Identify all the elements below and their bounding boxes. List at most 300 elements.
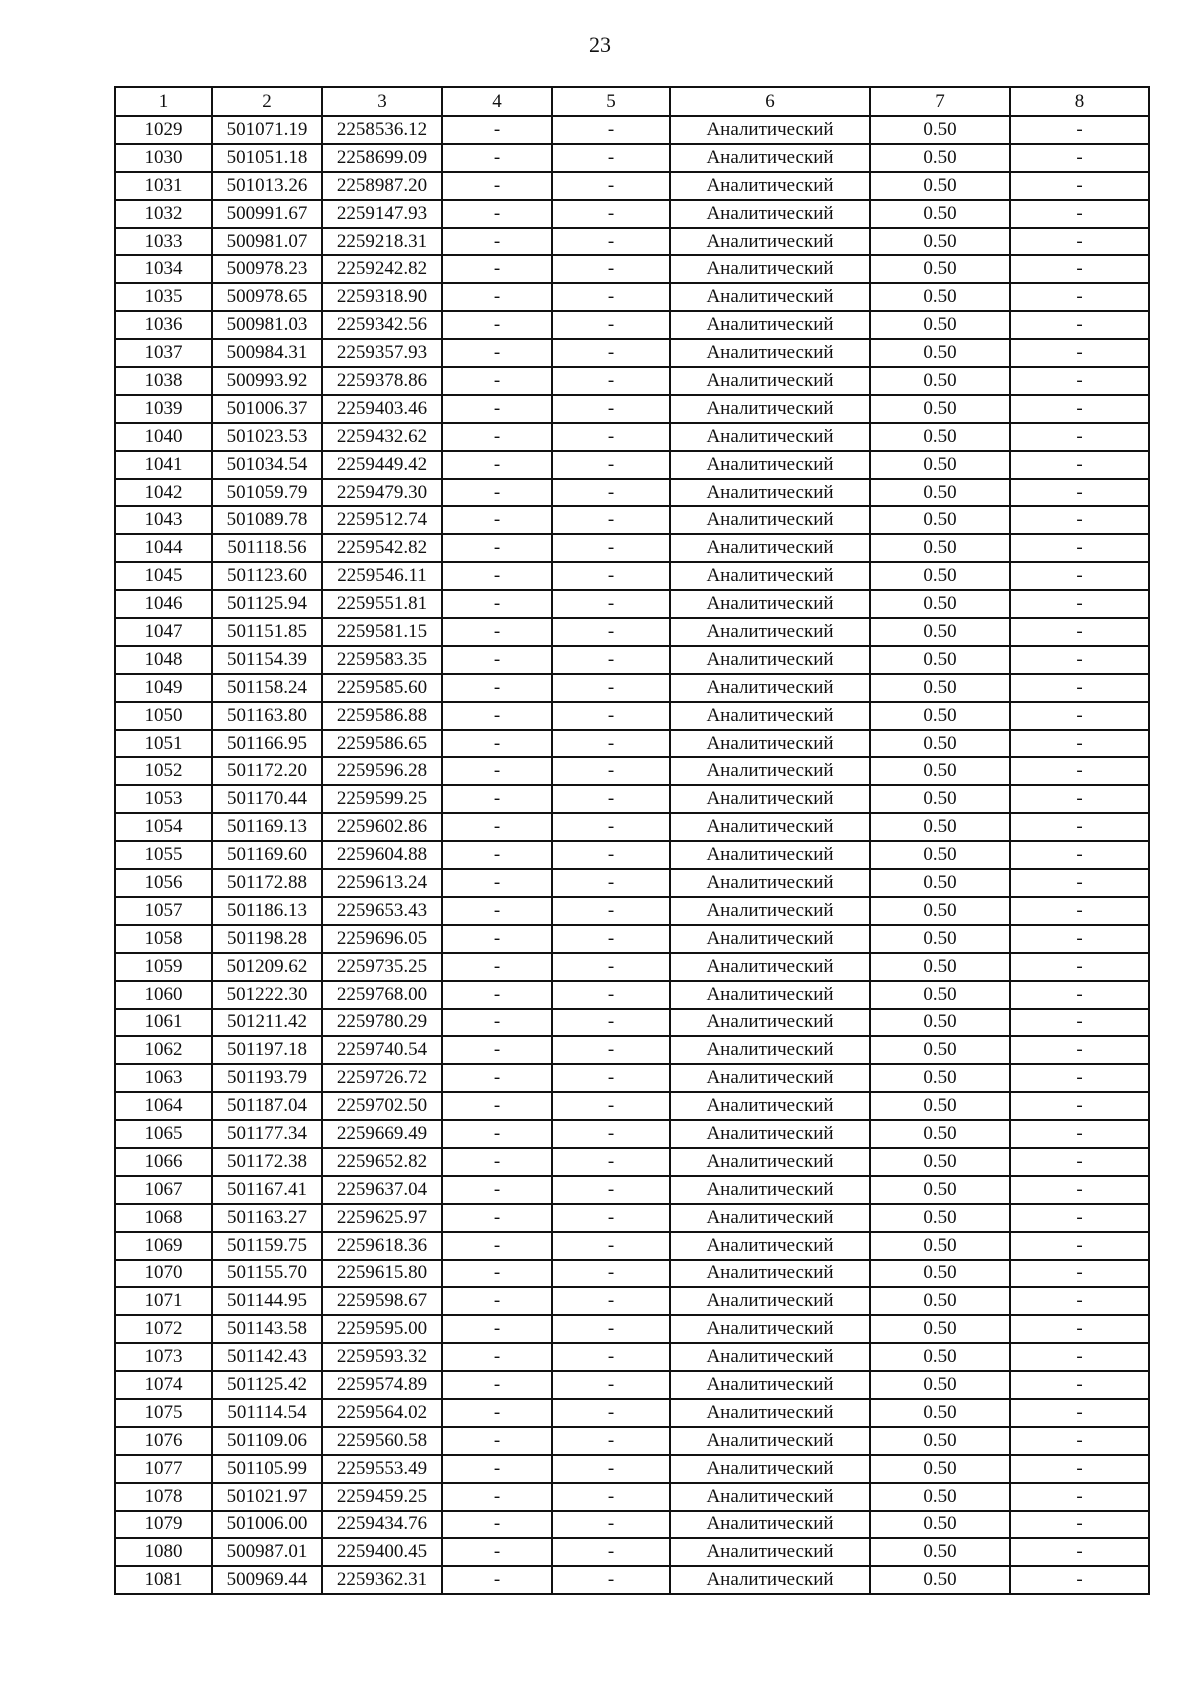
method-cell: Аналитический — [670, 897, 870, 925]
table-row — [115, 200, 1149, 228]
column-header: 1 — [115, 87, 212, 116]
method-cell: Аналитический — [670, 339, 870, 367]
accuracy-cell: 0.50 — [870, 925, 1010, 953]
column-4-cell: - — [442, 1538, 552, 1566]
column-5-cell: - — [552, 1427, 670, 1455]
column-header: 8 — [1010, 87, 1149, 116]
column-8-cell: - — [1010, 255, 1149, 283]
method-cell: Аналитический — [670, 311, 870, 339]
column-5-cell: - — [552, 367, 670, 395]
point-number-cell: 1054 — [115, 813, 212, 841]
column-8-cell: - — [1010, 869, 1149, 897]
column-4-cell: - — [442, 925, 552, 953]
method-cell: Аналитический — [670, 1176, 870, 1204]
accuracy-cell: 0.50 — [870, 1009, 1010, 1037]
column-5-cell: - — [552, 1399, 670, 1427]
y-coordinate-cell: 2259512.74 — [322, 506, 442, 534]
column-4-cell: - — [442, 1036, 552, 1064]
y-coordinate-cell: 2259432.62 — [322, 423, 442, 451]
column-5-cell: - — [552, 1092, 670, 1120]
x-coordinate-cell: 500987.01 — [212, 1538, 322, 1566]
x-coordinate-cell: 501105.99 — [212, 1455, 322, 1483]
column-5-cell: - — [552, 646, 670, 674]
column-5-cell: - — [552, 311, 670, 339]
x-coordinate-cell: 501169.60 — [212, 841, 322, 869]
column-4-cell: - — [442, 144, 552, 172]
x-coordinate-cell: 501197.18 — [212, 1036, 322, 1064]
point-number-cell: 1057 — [115, 897, 212, 925]
point-number-cell: 1053 — [115, 785, 212, 813]
column-8-cell: - — [1010, 646, 1149, 674]
y-coordinate-cell: 2259780.29 — [322, 1009, 442, 1037]
table-row — [115, 562, 1149, 590]
table-row — [115, 451, 1149, 479]
method-cell: Аналитический — [670, 646, 870, 674]
x-coordinate-cell: 501158.24 — [212, 674, 322, 702]
accuracy-cell: 0.50 — [870, 1511, 1010, 1539]
y-coordinate-cell: 2259637.04 — [322, 1176, 442, 1204]
y-coordinate-cell: 2259618.36 — [322, 1232, 442, 1260]
point-number-cell: 1033 — [115, 228, 212, 256]
column-4-cell: - — [442, 283, 552, 311]
y-coordinate-cell: 2259242.82 — [322, 255, 442, 283]
column-5-cell: - — [552, 1371, 670, 1399]
table-row — [115, 897, 1149, 925]
accuracy-cell: 0.50 — [870, 1371, 1010, 1399]
table-row — [115, 1566, 1149, 1594]
column-5-cell: - — [552, 1287, 670, 1315]
y-coordinate-cell: 2259652.82 — [322, 1148, 442, 1176]
accuracy-cell: 0.50 — [870, 200, 1010, 228]
y-coordinate-cell: 2259583.35 — [322, 646, 442, 674]
method-cell: Аналитический — [670, 144, 870, 172]
x-coordinate-cell: 501013.26 — [212, 172, 322, 200]
column-8-cell: - — [1010, 953, 1149, 981]
table-row — [115, 869, 1149, 897]
y-coordinate-cell: 2259459.25 — [322, 1483, 442, 1511]
table-row — [115, 339, 1149, 367]
x-coordinate-cell: 501143.58 — [212, 1315, 322, 1343]
column-8-cell: - — [1010, 590, 1149, 618]
column-8-cell: - — [1010, 395, 1149, 423]
point-number-cell: 1063 — [115, 1064, 212, 1092]
column-4-cell: - — [442, 1092, 552, 1120]
point-number-cell: 1034 — [115, 255, 212, 283]
column-5-cell: - — [552, 283, 670, 311]
y-coordinate-cell: 2258987.20 — [322, 172, 442, 200]
column-4-cell: - — [442, 730, 552, 758]
accuracy-cell: 0.50 — [870, 479, 1010, 507]
x-coordinate-cell: 501006.00 — [212, 1511, 322, 1539]
table-row — [115, 1176, 1149, 1204]
point-number-cell: 1038 — [115, 367, 212, 395]
column-4-cell: - — [442, 813, 552, 841]
column-4-cell: - — [442, 1511, 552, 1539]
column-5-cell: - — [552, 1176, 670, 1204]
column-5-cell: - — [552, 1120, 670, 1148]
y-coordinate-cell: 2259147.93 — [322, 200, 442, 228]
accuracy-cell: 0.50 — [870, 534, 1010, 562]
point-number-cell: 1043 — [115, 506, 212, 534]
column-5-cell: - — [552, 841, 670, 869]
accuracy-cell: 0.50 — [870, 869, 1010, 897]
point-number-cell: 1055 — [115, 841, 212, 869]
column-8-cell: - — [1010, 1371, 1149, 1399]
method-cell: Аналитический — [670, 1036, 870, 1064]
y-coordinate-cell: 2259449.42 — [322, 451, 442, 479]
method-cell: Аналитический — [670, 534, 870, 562]
x-coordinate-cell: 501144.95 — [212, 1287, 322, 1315]
x-coordinate-cell: 501211.42 — [212, 1009, 322, 1037]
column-4-cell: - — [442, 1371, 552, 1399]
table-row — [115, 981, 1149, 1009]
point-number-cell: 1049 — [115, 674, 212, 702]
y-coordinate-cell: 2259378.86 — [322, 367, 442, 395]
y-coordinate-cell: 2259218.31 — [322, 228, 442, 256]
column-8-cell: - — [1010, 925, 1149, 953]
column-5-cell: - — [552, 228, 670, 256]
table-row — [115, 144, 1149, 172]
method-cell: Аналитический — [670, 1204, 870, 1232]
column-4-cell: - — [442, 367, 552, 395]
method-cell: Аналитический — [670, 1092, 870, 1120]
column-header: 3 — [322, 87, 442, 116]
method-cell: Аналитический — [670, 451, 870, 479]
x-coordinate-cell: 501170.44 — [212, 785, 322, 813]
method-cell: Аналитический — [670, 228, 870, 256]
table-row — [115, 1148, 1149, 1176]
column-5-cell: - — [552, 757, 670, 785]
accuracy-cell: 0.50 — [870, 1315, 1010, 1343]
column-8-cell: - — [1010, 562, 1149, 590]
method-cell: Аналитический — [670, 1371, 870, 1399]
method-cell: Аналитический — [670, 925, 870, 953]
x-coordinate-cell: 501193.79 — [212, 1064, 322, 1092]
point-number-cell: 1030 — [115, 144, 212, 172]
accuracy-cell: 0.50 — [870, 1120, 1010, 1148]
x-coordinate-cell: 501198.28 — [212, 925, 322, 953]
method-cell: Аналитический — [670, 116, 870, 144]
column-5-cell: - — [552, 869, 670, 897]
accuracy-cell: 0.50 — [870, 1260, 1010, 1288]
point-number-cell: 1073 — [115, 1343, 212, 1371]
column-8-cell: - — [1010, 702, 1149, 730]
column-5-cell: - — [552, 702, 670, 730]
table-row — [115, 618, 1149, 646]
table-row — [115, 1511, 1149, 1539]
x-coordinate-cell: 501123.60 — [212, 562, 322, 590]
method-cell: Аналитический — [670, 1538, 870, 1566]
table-row — [115, 1343, 1149, 1371]
column-8-cell: - — [1010, 172, 1149, 200]
point-number-cell: 1064 — [115, 1092, 212, 1120]
column-4-cell: - — [442, 200, 552, 228]
point-number-cell: 1070 — [115, 1260, 212, 1288]
column-8-cell: - — [1010, 757, 1149, 785]
column-8-cell: - — [1010, 1287, 1149, 1315]
method-cell: Аналитический — [670, 395, 870, 423]
table-row — [115, 1009, 1149, 1037]
x-coordinate-cell: 500993.92 — [212, 367, 322, 395]
method-cell: Аналитический — [670, 1483, 870, 1511]
table-row — [115, 1315, 1149, 1343]
accuracy-cell: 0.50 — [870, 506, 1010, 534]
column-8-cell: - — [1010, 1009, 1149, 1037]
y-coordinate-cell: 2259653.43 — [322, 897, 442, 925]
column-5-cell: - — [552, 1511, 670, 1539]
point-number-cell: 1047 — [115, 618, 212, 646]
column-5-cell: - — [552, 730, 670, 758]
header-row — [115, 87, 1149, 116]
column-5-cell: - — [552, 1315, 670, 1343]
table-row — [115, 1538, 1149, 1566]
column-header: 2 — [212, 87, 322, 116]
column-8-cell: - — [1010, 1120, 1149, 1148]
accuracy-cell: 0.50 — [870, 953, 1010, 981]
y-coordinate-cell: 2259400.45 — [322, 1538, 442, 1566]
y-coordinate-cell: 2259599.25 — [322, 785, 442, 813]
column-4-cell: - — [442, 1204, 552, 1232]
column-4-cell: - — [442, 1064, 552, 1092]
x-coordinate-cell: 501034.54 — [212, 451, 322, 479]
column-5-cell: - — [552, 144, 670, 172]
point-number-cell: 1059 — [115, 953, 212, 981]
column-4-cell: - — [442, 618, 552, 646]
y-coordinate-cell: 2259586.88 — [322, 702, 442, 730]
column-8-cell: - — [1010, 451, 1149, 479]
column-5-cell: - — [552, 981, 670, 1009]
y-coordinate-cell: 2259735.25 — [322, 953, 442, 981]
accuracy-cell: 0.50 — [870, 1566, 1010, 1594]
column-4-cell: - — [442, 785, 552, 813]
x-coordinate-cell: 501172.38 — [212, 1148, 322, 1176]
point-number-cell: 1046 — [115, 590, 212, 618]
page-number: 23 — [589, 32, 611, 57]
accuracy-cell: 0.50 — [870, 283, 1010, 311]
point-number-cell: 1068 — [115, 1204, 212, 1232]
column-8-cell: - — [1010, 1232, 1149, 1260]
column-4-cell: - — [442, 674, 552, 702]
method-cell: Аналитический — [670, 1148, 870, 1176]
table-row — [115, 395, 1149, 423]
y-coordinate-cell: 2258536.12 — [322, 116, 442, 144]
method-cell: Аналитический — [670, 1064, 870, 1092]
column-5-cell: - — [552, 116, 670, 144]
y-coordinate-cell: 2259596.28 — [322, 757, 442, 785]
column-4-cell: - — [442, 953, 552, 981]
table-row — [115, 1287, 1149, 1315]
column-4-cell: - — [442, 534, 552, 562]
column-4-cell: - — [442, 1427, 552, 1455]
method-cell: Аналитический — [670, 1455, 870, 1483]
accuracy-cell: 0.50 — [870, 674, 1010, 702]
column-4-cell: - — [442, 228, 552, 256]
column-8-cell: - — [1010, 1399, 1149, 1427]
accuracy-cell: 0.50 — [870, 1538, 1010, 1566]
method-cell: Аналитический — [670, 1120, 870, 1148]
y-coordinate-cell: 2259595.00 — [322, 1315, 442, 1343]
column-8-cell: - — [1010, 1566, 1149, 1594]
y-coordinate-cell: 2259669.49 — [322, 1120, 442, 1148]
column-5-cell: - — [552, 200, 670, 228]
column-4-cell: - — [442, 311, 552, 339]
column-5-cell: - — [552, 813, 670, 841]
y-coordinate-cell: 2259553.49 — [322, 1455, 442, 1483]
method-cell: Аналитический — [670, 730, 870, 758]
accuracy-cell: 0.50 — [870, 1064, 1010, 1092]
table-row — [115, 1120, 1149, 1148]
x-coordinate-cell: 500984.31 — [212, 339, 322, 367]
column-4-cell: - — [442, 1455, 552, 1483]
y-coordinate-cell: 2259357.93 — [322, 339, 442, 367]
column-4-cell: - — [442, 395, 552, 423]
accuracy-cell: 0.50 — [870, 1343, 1010, 1371]
column-4-cell: - — [442, 702, 552, 730]
column-8-cell: - — [1010, 339, 1149, 367]
point-number-cell: 1071 — [115, 1287, 212, 1315]
table-row — [115, 646, 1149, 674]
point-number-cell: 1060 — [115, 981, 212, 1009]
point-number-cell: 1037 — [115, 339, 212, 367]
method-cell: Аналитический — [670, 506, 870, 534]
x-coordinate-cell: 501023.53 — [212, 423, 322, 451]
accuracy-cell: 0.50 — [870, 813, 1010, 841]
column-8-cell: - — [1010, 506, 1149, 534]
column-8-cell: - — [1010, 311, 1149, 339]
table-row — [115, 1427, 1149, 1455]
method-cell: Аналитический — [670, 423, 870, 451]
x-coordinate-cell: 501114.54 — [212, 1399, 322, 1427]
column-4-cell: - — [442, 479, 552, 507]
point-number-cell: 1075 — [115, 1399, 212, 1427]
column-8-cell: - — [1010, 1092, 1149, 1120]
method-cell: Аналитический — [670, 1399, 870, 1427]
y-coordinate-cell: 2259342.56 — [322, 311, 442, 339]
x-coordinate-cell: 501071.19 — [212, 116, 322, 144]
column-4-cell: - — [442, 1120, 552, 1148]
column-8-cell: - — [1010, 367, 1149, 395]
column-8-cell: - — [1010, 1511, 1149, 1539]
column-5-cell: - — [552, 479, 670, 507]
column-8-cell: - — [1010, 1148, 1149, 1176]
column-5-cell: - — [552, 1260, 670, 1288]
column-8-cell: - — [1010, 1483, 1149, 1511]
point-number-cell: 1072 — [115, 1315, 212, 1343]
column-8-cell: - — [1010, 674, 1149, 702]
column-4-cell: - — [442, 1176, 552, 1204]
table-row — [115, 1092, 1149, 1120]
table-row — [115, 674, 1149, 702]
column-5-cell: - — [552, 172, 670, 200]
point-number-cell: 1061 — [115, 1009, 212, 1037]
table-row — [115, 841, 1149, 869]
table-row — [115, 506, 1149, 534]
point-number-cell: 1050 — [115, 702, 212, 730]
point-number-cell: 1078 — [115, 1483, 212, 1511]
column-4-cell: - — [442, 869, 552, 897]
point-number-cell: 1032 — [115, 200, 212, 228]
point-number-cell: 1074 — [115, 1371, 212, 1399]
accuracy-cell: 0.50 — [870, 702, 1010, 730]
point-number-cell: 1081 — [115, 1566, 212, 1594]
point-number-cell: 1069 — [115, 1232, 212, 1260]
accuracy-cell: 0.50 — [870, 339, 1010, 367]
column-5-cell: - — [552, 1455, 670, 1483]
table-row — [115, 479, 1149, 507]
y-coordinate-cell: 2259740.54 — [322, 1036, 442, 1064]
column-8-cell: - — [1010, 200, 1149, 228]
column-4-cell: - — [442, 897, 552, 925]
table-row — [115, 757, 1149, 785]
column-header: 4 — [442, 87, 552, 116]
column-4-cell: - — [442, 423, 552, 451]
column-4-cell: - — [442, 172, 552, 200]
column-5-cell: - — [552, 925, 670, 953]
method-cell: Аналитический — [670, 1315, 870, 1343]
column-8-cell: - — [1010, 283, 1149, 311]
accuracy-cell: 0.50 — [870, 423, 1010, 451]
column-4-cell: - — [442, 255, 552, 283]
y-coordinate-cell: 2259434.76 — [322, 1511, 442, 1539]
column-4-cell: - — [442, 1260, 552, 1288]
x-coordinate-cell: 501021.97 — [212, 1483, 322, 1511]
y-coordinate-cell: 2259615.80 — [322, 1260, 442, 1288]
point-number-cell: 1042 — [115, 479, 212, 507]
column-5-cell: - — [552, 1036, 670, 1064]
method-cell: Аналитический — [670, 172, 870, 200]
x-coordinate-cell: 500969.44 — [212, 1566, 322, 1594]
y-coordinate-cell: 2259702.50 — [322, 1092, 442, 1120]
point-number-cell: 1067 — [115, 1176, 212, 1204]
x-coordinate-cell: 501187.04 — [212, 1092, 322, 1120]
accuracy-cell: 0.50 — [870, 1287, 1010, 1315]
method-cell: Аналитический — [670, 1511, 870, 1539]
method-cell: Аналитический — [670, 590, 870, 618]
accuracy-cell: 0.50 — [870, 730, 1010, 758]
point-number-cell: 1036 — [115, 311, 212, 339]
column-5-cell: - — [552, 562, 670, 590]
table-row — [115, 702, 1149, 730]
column-8-cell: - — [1010, 116, 1149, 144]
method-cell: Аналитический — [670, 1287, 870, 1315]
method-cell: Аналитический — [670, 785, 870, 813]
x-coordinate-cell: 501059.79 — [212, 479, 322, 507]
y-coordinate-cell: 2259546.11 — [322, 562, 442, 590]
method-cell: Аналитический — [670, 757, 870, 785]
column-5-cell: - — [552, 953, 670, 981]
accuracy-cell: 0.50 — [870, 785, 1010, 813]
x-coordinate-cell: 501151.85 — [212, 618, 322, 646]
point-number-cell: 1056 — [115, 869, 212, 897]
column-8-cell: - — [1010, 981, 1149, 1009]
accuracy-cell: 0.50 — [870, 116, 1010, 144]
table-row — [115, 283, 1149, 311]
method-cell: Аналитический — [670, 255, 870, 283]
accuracy-cell: 0.50 — [870, 1399, 1010, 1427]
table-row — [115, 116, 1149, 144]
column-4-cell: - — [442, 339, 552, 367]
point-number-cell: 1048 — [115, 646, 212, 674]
column-8-cell: - — [1010, 1260, 1149, 1288]
method-cell: Аналитический — [670, 1009, 870, 1037]
accuracy-cell: 0.50 — [870, 367, 1010, 395]
method-cell: Аналитический — [670, 869, 870, 897]
x-coordinate-cell: 501209.62 — [212, 953, 322, 981]
accuracy-cell: 0.50 — [870, 1483, 1010, 1511]
method-cell: Аналитический — [670, 702, 870, 730]
column-4-cell: - — [442, 116, 552, 144]
column-5-cell: - — [552, 1009, 670, 1037]
